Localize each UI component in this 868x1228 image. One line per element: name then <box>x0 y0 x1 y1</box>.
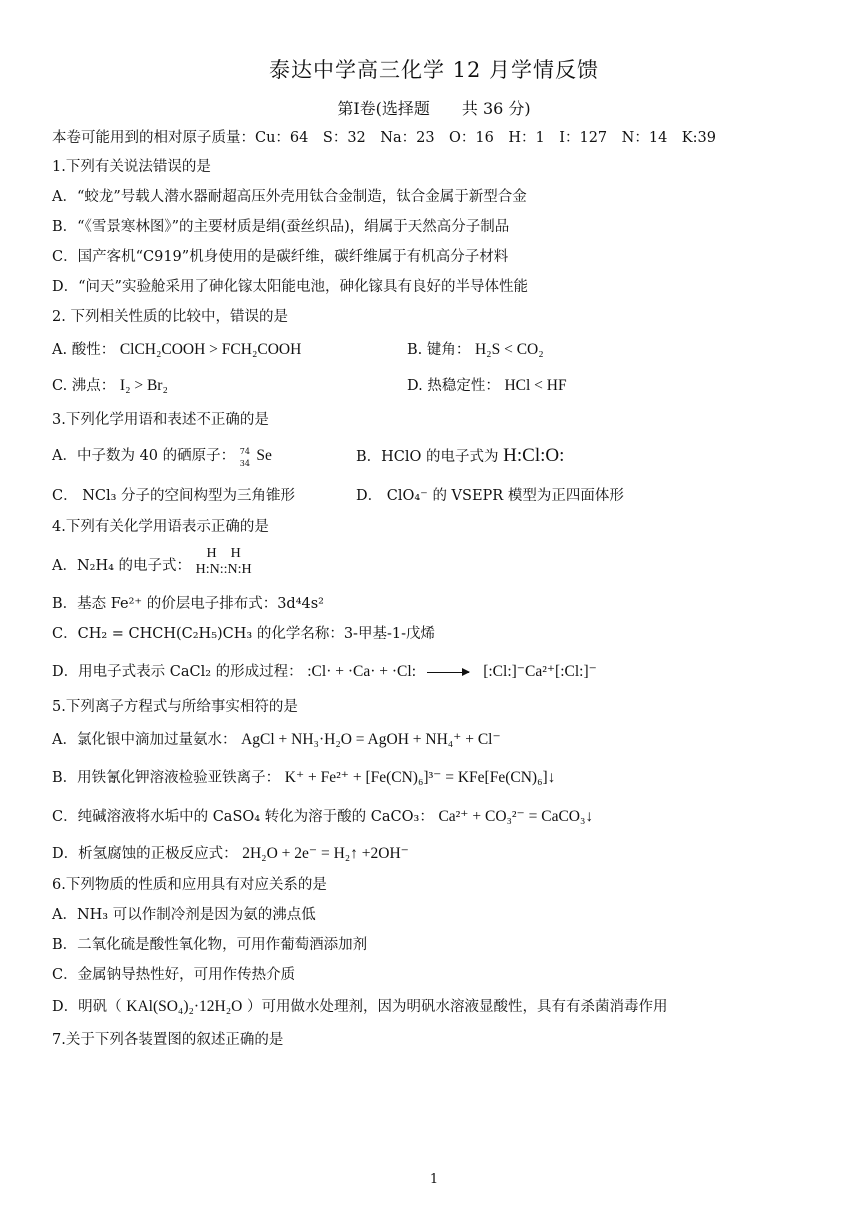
q3-c-text: NCl₃ 分子的空间构型为三角锥形 <box>82 488 296 504</box>
q2-option-b <box>407 340 544 360</box>
q2-b-expression: H₂S < CO₂ <box>474 341 544 358</box>
q5-option-a <box>52 730 501 750</box>
q5-b-text: B．用铁氰化钾溶液检验亚铁离子： <box>52 770 281 786</box>
q4-option-b: B．基态 Fe²⁺ 的价层电子排布式：3d⁴4s² <box>52 596 324 612</box>
q5-b-equation: K⁺ + Fe²⁺ + [Fe(CN)₆]³⁻ = KFe[Fe(CN)₆]↓ <box>284 769 556 786</box>
q7-stem: 7.关于下列各装置图的叙述正确的是 <box>52 1032 284 1048</box>
q1-stem: 1.下列有关说法错误的是 <box>52 159 211 175</box>
section-subtitle: 第Ⅰ卷(选择题 共 36 分) <box>337 99 531 118</box>
q6-option-d <box>52 997 667 1017</box>
atomic-masses-note: 本卷可能用到的相对原子质量：Cu：64 S：32 Na：23 O：16 H：1 I：127 N：14 K:39 <box>52 130 716 146</box>
q2-option-c <box>52 376 168 396</box>
q6-option-c: C．金属钠导热性好，可用作传热介质 <box>52 967 296 983</box>
q2-a-expression: ClCH₂COOH > FCH₂COOH <box>119 341 302 358</box>
q3-a-nuclide-numbers <box>240 446 252 466</box>
q4-option-c: C．CH₂ = CHCH(C₂H₅)CH₃ 的化学名称：3-甲基-1-戊烯 <box>52 626 435 642</box>
q4-d-text: D．用电子式表示 CaCl₂ 的形成过程： <box>52 664 303 680</box>
q5-a-equation: AgCl + NH₃·H₂O = AgOH + NH₄⁺ + Cl⁻ <box>241 731 501 748</box>
page-title: 泰达中学高三化学 12 月学情反馈 <box>268 58 600 82</box>
q2-c-expression: I₂ > Br₂ <box>119 377 168 394</box>
q2-stem: 2. 下列相关性质的比较中，错误的是 <box>52 309 288 325</box>
q4-a-lewis-top: H H <box>206 546 241 561</box>
q4-option-a <box>52 546 252 586</box>
q3-option-d <box>356 486 624 506</box>
q6-d-suffix: ）可用做水处理剂，因为明矾水溶液显酸性，具有有杀菌消毒作用 <box>246 999 668 1015</box>
q5-option-b <box>52 768 555 788</box>
q5-stem: 5.下列离子方程式与所给事实相符的是 <box>52 699 298 715</box>
page-number: 1 <box>429 1172 439 1187</box>
q2-option-d <box>407 376 567 396</box>
q4-a-text: A．N₂H₄ 的电子式： <box>52 558 192 574</box>
q4-a-lewis-structure <box>196 546 252 578</box>
q5-d-text: D．析氢腐蚀的正极反应式： <box>52 846 238 862</box>
q5-d-equation: 2H₂O + 2e⁻ = H₂↑ +2OH⁻ <box>242 845 409 862</box>
q4-option-d <box>52 662 597 682</box>
q5-c-equation: Ca²⁺ + CO₃²⁻ = CaCO₃↓ <box>438 808 594 825</box>
q3-a-symbol: Se <box>256 447 272 464</box>
q4-d-reactants: :Cl· + ·Ca· + ·Cl: <box>307 663 416 680</box>
q6-option-b: B．二氧化硫是酸性氧化物，可用作葡萄酒添加剂 <box>52 937 368 953</box>
q3-d-text: ClO₄⁻ 的 VSEPR 模型为正四面体形 <box>386 488 624 504</box>
q3-b-lewis-structure: H:Cl:O: <box>503 445 565 466</box>
q3-a-atomic-number: 34 <box>239 459 250 468</box>
q2-c-label: C. 沸点： <box>52 378 116 394</box>
q2-b-label: B. 键角： <box>407 342 471 358</box>
q2-option-a <box>52 340 301 360</box>
q6-d-prefix: D．明矾（ <box>52 999 122 1015</box>
q3-option-a <box>52 446 272 466</box>
q4-a-lewis-bottom: H:N::N:H <box>195 562 252 577</box>
q1-option-a: A．“蛟龙”号载人潜水器耐超高压外壳用钛合金制造，钛合金属于新型合金 <box>52 189 527 205</box>
q5-a-text: A．氯化银中滴加过量氨水： <box>52 732 237 748</box>
q5-c-text: C．纯碱溶液将水垢中的 CaSO₄ 转化为溶于酸的 CaCO₃： <box>52 809 434 825</box>
q3-b-text: B．HClO 的电子式为 <box>356 449 499 465</box>
q3-a-mass-number: 74 <box>239 447 250 456</box>
q4-stem: 4.下列有关化学用语表示正确的是 <box>52 519 269 535</box>
q6-option-a: A．NH₃ 可以作制冷剂是因为氨的沸点低 <box>52 907 316 923</box>
q3-option-b <box>356 446 564 467</box>
q3-stem: 3.下列化学用语和表述不正确的是 <box>52 412 269 428</box>
reaction-arrow-icon <box>427 672 469 673</box>
q1-option-b: B．“《雪景寒林图》”的主要材质是绢(蚕丝织品)，绢属于天然高分子制品 <box>52 219 510 235</box>
q1-option-c: C．国产客机“C919”机身使用的是碳纤维，碳纤维属于有机高分子材料 <box>52 249 509 265</box>
q1-option-d: D．“问天”实验舱采用了砷化镓太阳能电池，砷化镓具有良好的半导体性能 <box>52 279 528 295</box>
q2-d-label: D. 热稳定性： <box>407 378 500 394</box>
q6-stem: 6.下列物质的性质和应用具有对应关系的是 <box>52 877 327 893</box>
q6-d-formula: KAl(SO₄)₂·12H₂O <box>126 998 243 1015</box>
q3-a-text: A．中子数为 40 的硒原子： <box>52 448 236 464</box>
q2-d-expression: HCl < HF <box>504 377 567 394</box>
q3-d-label: D． <box>356 488 383 504</box>
q3-option-c <box>52 486 295 506</box>
q4-d-product: [:Cl:]⁻Ca²⁺[:Cl:]⁻ <box>483 663 597 680</box>
q2-a-label: A. 酸性： <box>52 342 116 358</box>
q3-c-label: C． <box>52 488 78 504</box>
q5-option-d <box>52 844 409 864</box>
q5-option-c <box>52 807 593 827</box>
